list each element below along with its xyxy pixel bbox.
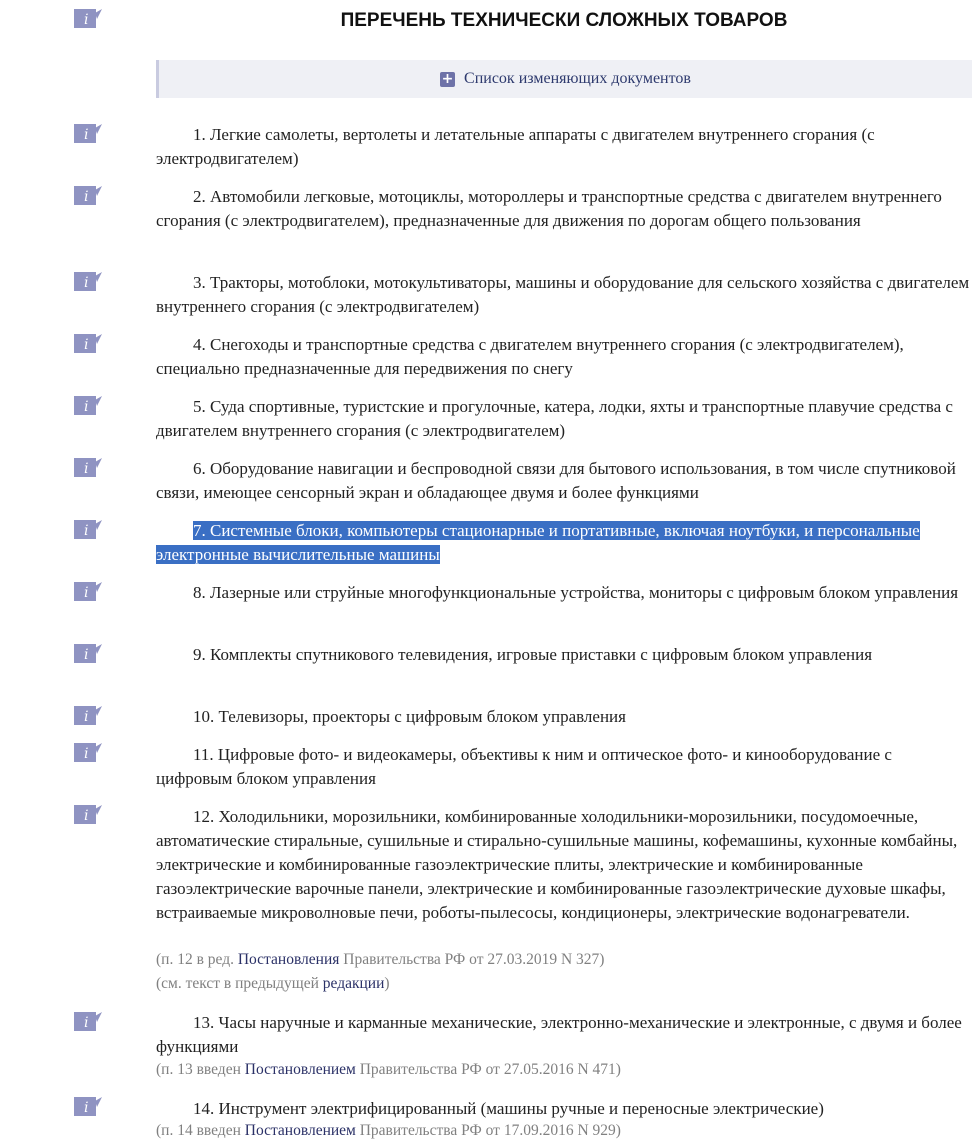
list-item: 10. Телевизоры, проекторы с цифровым блоком управления — [193, 707, 626, 726]
info-icon[interactable] — [74, 520, 102, 539]
list-item: 4. Снегоходы и транспортные средства с двигателем внутреннего сгорания (с электродвигателем), специально предназначенные для передвижения по снегу — [156, 335, 904, 378]
previous-edition-link[interactable]: редакции — [322, 975, 385, 992]
amendment-note: (п. 12 в ред. Постановления Правительства РФ от 27.03.2019 N 327) — [156, 951, 605, 968]
list-item: 6. Оборудование навигации и беспроводной связи для бытового использования, в том числе спутниковой связи, имеющее сенсорный экран и обладающее двумя и более функциями — [156, 459, 956, 502]
info-icon[interactable] — [74, 458, 102, 477]
resolution-link[interactable]: Постановлением — [244, 1122, 356, 1139]
list-item-selected — [156, 519, 972, 567]
svg-text:i: i — [84, 523, 89, 539]
list-item: 12. Холодильники, морозильники, комбинированные холодильники-морозильники, посудомоечные, автоматические стиральные, сушильные и стирально-сушильные машины, кофемашины, кухонные комбайны, электрические и комбинированные газоэлектрические плиты, электрические и комбинированные газоэлектрические варочные панели, электрические и комбинированные газоэлектрические духовые шкафы, встраиваемые микроволновые печи, роботы-пылесосы, кондиционеры, электрические водонагреватели. — [156, 807, 958, 922]
info-icon[interactable] — [74, 644, 102, 663]
list-item: 14. Инструмент электрифицированный (машины ручные и переносные электрические) — [193, 1099, 824, 1118]
svg-text:i: i — [84, 1100, 89, 1116]
svg-text:i: i — [84, 808, 89, 824]
info-icon[interactable] — [74, 186, 102, 205]
list-item: 13. Часы наручные и карманные механические, электронно-механические и электронные, с двумя и более функциями — [156, 1013, 962, 1056]
selected-text: 7. Системные блоки, компьютеры стационарные и портативные, включая ноутбуки, и персональные электронные вычислительные машины — [156, 521, 920, 564]
list-item: 8. Лазерные или струйные многофункциональные устройства, мониторы с цифровым блоком управления — [193, 583, 959, 602]
svg-text:i: i — [84, 275, 89, 291]
previous-edition-note: (см. текст в предыдущей редакции) — [156, 975, 390, 992]
info-icon[interactable] — [74, 706, 102, 725]
info-icon[interactable] — [74, 334, 102, 353]
svg-text:i: i — [84, 399, 89, 415]
svg-text:i: i — [84, 337, 89, 353]
svg-text:i: i — [84, 746, 89, 762]
list-item: 2. Автомобили легковые, мотоциклы, мотороллеры и транспортные средства с двигателем внутреннего сгорания (с электродвигателем), предназначенные для движения по дорогам общего пользования — [156, 187, 942, 230]
svg-text:i: i — [84, 461, 89, 477]
changes-list-toggle[interactable] — [156, 60, 972, 98]
plus-icon: + — [441, 70, 454, 87]
info-icon[interactable] — [74, 582, 102, 601]
list-item: 9. Комплекты спутникового телевидения, игровые приставки с цифровым блоком управления — [193, 645, 873, 664]
info-icon[interactable] — [74, 396, 102, 415]
svg-text:i: i — [84, 127, 89, 143]
info-icon[interactable] — [74, 1097, 102, 1116]
resolution-link[interactable]: Постановления — [237, 951, 340, 968]
info-icon[interactable] — [74, 743, 102, 762]
resolution-link[interactable]: Постановлением — [244, 1061, 356, 1078]
svg-text:i: i — [84, 647, 89, 663]
svg-text:i: i — [84, 709, 89, 725]
svg-text:i: i — [84, 12, 89, 28]
changes-list-label: Список изменяющих документов — [464, 70, 691, 87]
list-item: 11. Цифровые фото- и видеокамеры, объективы к ним и оптическое фото- и кинооборудование с цифровым блоком управления — [156, 745, 892, 788]
info-icon[interactable] — [74, 9, 102, 28]
list-item: 3. Тракторы, мотоблоки, мотокультиваторы, машины и оборудование для сельского хозяйства с двигателем внутреннего сгорания (с электродвигателем) — [156, 273, 970, 316]
info-icon[interactable] — [74, 1012, 102, 1031]
svg-text:i: i — [84, 1015, 89, 1031]
amendment-note: (п. 14 введен Постановлением Правительства РФ от 17.09.2016 N 929) — [156, 1122, 621, 1139]
list-item: 5. Суда спортивные, туристские и прогулочные, катера, лодки, яхты и транспортные плавучие средства с двигателем внутреннего сгорания (с электродвигателем) — [156, 397, 953, 440]
page-title: ПЕРЕЧЕНЬ ТЕХНИЧЕСКИ СЛОЖНЫХ ТОВАРОВ — [340, 10, 788, 31]
list-item: 1. Легкие самолеты, вертолеты и летательные аппараты с двигателем внутреннего сгорания (с электродвигателем) — [156, 125, 875, 168]
info-icon[interactable] — [74, 805, 102, 824]
svg-text:i: i — [84, 189, 89, 205]
info-icon[interactable] — [74, 272, 102, 291]
info-icon[interactable] — [74, 124, 102, 143]
svg-text:i: i — [84, 585, 89, 601]
amendment-note: (п. 13 введен Постановлением Правительства РФ от 27.05.2016 N 471) — [156, 1061, 621, 1078]
